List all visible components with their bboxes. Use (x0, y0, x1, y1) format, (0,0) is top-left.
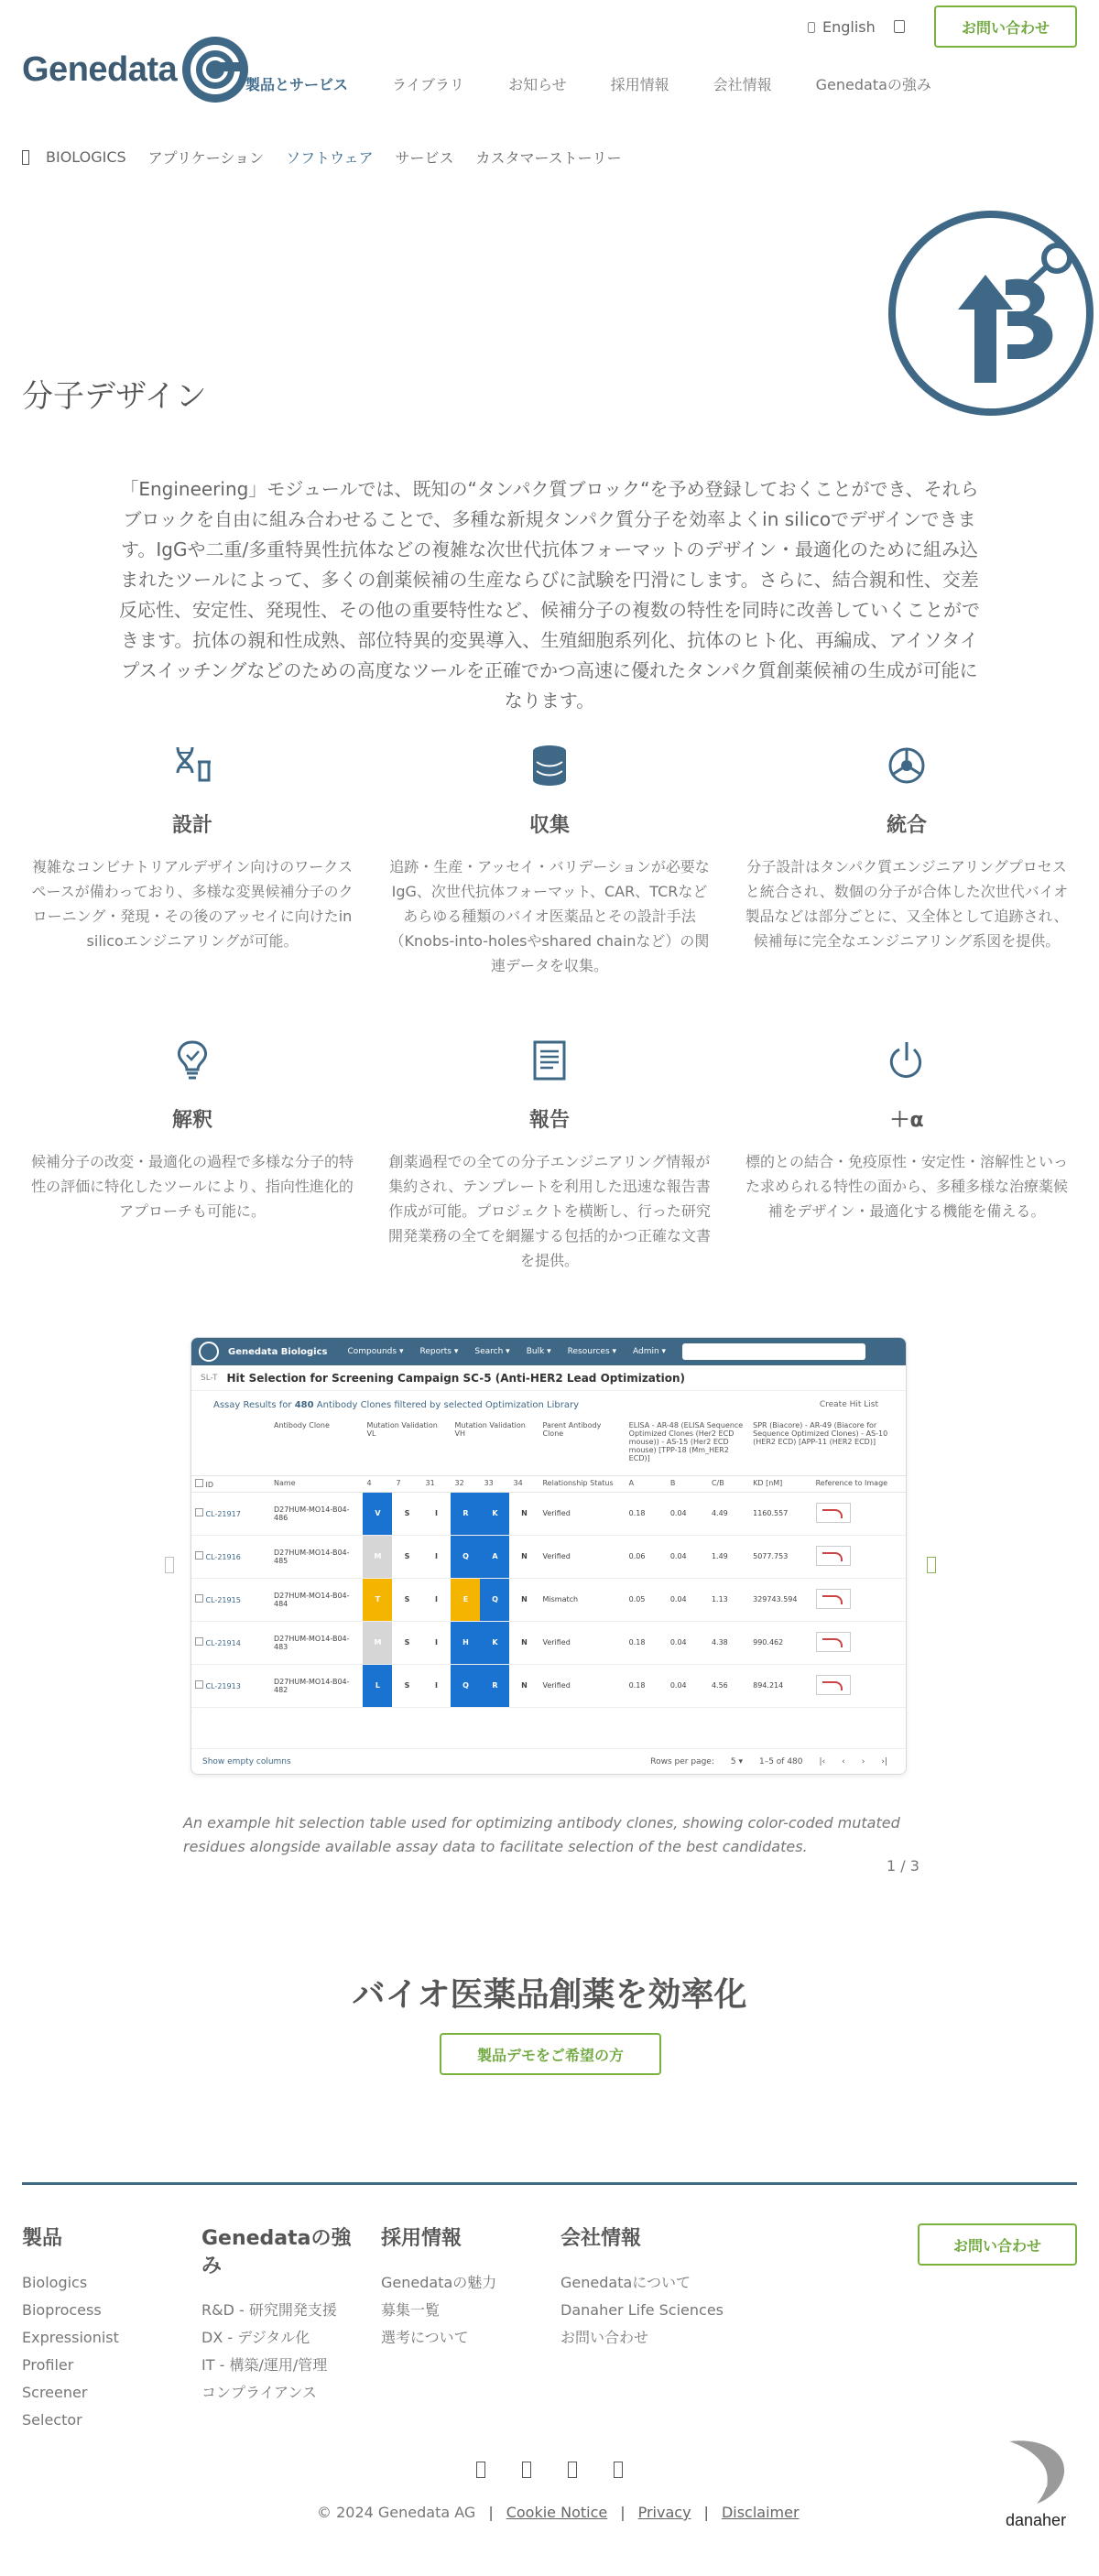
feature-title: 解釈 (171, 1109, 212, 1132)
logo-text: Genedata (22, 49, 178, 89)
clone-name-cell: D27HUM-MO14-B04-485 (270, 1535, 363, 1578)
rows-per-page-select[interactable]: 5 ▾ (730, 1756, 743, 1766)
col-vh-34[interactable]: 34 (509, 1475, 539, 1492)
youtube-icon[interactable] (568, 2462, 577, 2478)
mutation-cell: N (509, 1492, 539, 1535)
molecular-design-icon (887, 209, 1095, 418)
cta-title: バイオ医薬品創薬を効率化 (352, 1976, 747, 2014)
clone-id-cell[interactable] (191, 1492, 270, 1535)
footer-link[interactable]: Genedataについて (560, 2274, 691, 2291)
mutation-cell: M (363, 1621, 392, 1664)
feature-plus (742, 1035, 1072, 1223)
app-menu-item[interactable]: Reports ▾ (419, 1347, 459, 1356)
value-a-cell: 0.18 (626, 1621, 667, 1664)
clone-id-cell[interactable] (191, 1664, 270, 1707)
footer-link[interactable]: Bioprocess (22, 2301, 102, 2319)
app-header-bar (191, 1338, 906, 1365)
app-menu-item[interactable]: Bulk ▾ (526, 1347, 551, 1356)
col-cb[interactable]: C/B (708, 1475, 749, 1492)
table-footer (191, 1748, 906, 1774)
mutation-cell: N (509, 1621, 539, 1664)
image-ref-cell[interactable] (812, 1492, 906, 1535)
footer-link[interactable]: DX - デジタル化 (201, 2329, 310, 2346)
privacy-link[interactable]: Privacy (637, 2504, 691, 2521)
nav-strengths[interactable]: Genedataの強み (815, 76, 931, 93)
dna-icon (172, 744, 212, 788)
language-switcher[interactable] (808, 18, 876, 36)
mutation-cell: I (421, 1621, 451, 1664)
carousel-next-arrow-icon[interactable] (927, 1557, 936, 1573)
clone-id-link[interactable]: CL-21914 (205, 1639, 241, 1647)
sensorgram-thumbnail[interactable] (816, 1546, 851, 1566)
mutation-cell: Q (451, 1535, 480, 1578)
app-name: Genedata Biologics (228, 1346, 328, 1357)
clone-id-link[interactable]: CL-21917 (205, 1510, 241, 1518)
mutation-cell: N (509, 1535, 539, 1578)
kd-cell: 329743.594 (749, 1578, 811, 1621)
value-b-cell: 0.04 (667, 1621, 708, 1664)
clone-id-cell[interactable] (191, 1621, 270, 1664)
facebook-icon[interactable] (614, 2462, 623, 2478)
footer-col-products (22, 2225, 187, 2434)
demo-request-button[interactable]: 製品デモをご希望の方 (440, 2033, 661, 2075)
mutation-cell: S (392, 1664, 421, 1707)
col-group-parent: Parent Antibody Clone (539, 1418, 625, 1475)
feature-text: 候補分子の改変・最適化の過程で多様な分子的特性の評価に特化したツールにより、指向性進化的アプローチも可能に。 (30, 1153, 354, 1220)
app-page-heading: Hit Selection for Screening Campaign SC-5 (Anti-HER2 Lead Optimization) (226, 1371, 686, 1385)
value-b-cell: 0.04 (667, 1578, 708, 1621)
globe-icon (808, 22, 815, 33)
footer-link[interactable]: R&D - 研究開発支援 (201, 2301, 337, 2319)
app-menu-item[interactable]: Admin ▾ (633, 1347, 667, 1356)
copyright: © 2024 Genedata AG (317, 2504, 476, 2521)
footer-col-title: Genedataの強み (201, 2227, 352, 2277)
legal-bar (317, 2504, 800, 2521)
col-kd[interactable]: KD [nM] (749, 1475, 811, 1492)
disclaimer-link[interactable]: Disclaimer (721, 2504, 800, 2521)
col-image[interactable]: Reference to Image (812, 1475, 906, 1492)
footer-link[interactable]: IT - 構築/運用/管理 (201, 2356, 328, 2374)
screenshot-caption: An example hit selection table used for optimizing antibody clones, showing color-coded mutated residues alongside available assay data to facilitate selection of the best candidates. (183, 1814, 900, 1855)
value-cb-cell: 1.49 (708, 1535, 749, 1578)
col-vh-32[interactable]: 32 (451, 1475, 480, 1492)
language-label: English (822, 18, 876, 36)
mutation-cell: L (363, 1664, 392, 1707)
clone-id-link[interactable]: CL-21915 (205, 1596, 241, 1604)
carousel-prev-arrow-icon[interactable] (165, 1557, 174, 1573)
mutation-cell: N (509, 1578, 539, 1621)
genedata-logo[interactable] (22, 35, 250, 104)
app-menu-item[interactable]: Compounds ▾ (347, 1347, 404, 1356)
value-cb-cell: 4.49 (708, 1492, 749, 1535)
database-icon (529, 744, 570, 788)
status-cell: Mismatch (539, 1578, 625, 1621)
logo-mark-icon (180, 35, 250, 104)
twitter-icon[interactable] (522, 2462, 531, 2478)
footer-col-company (560, 2225, 725, 2352)
value-cb-cell: 4.56 (708, 1664, 749, 1707)
mutation-cell: R (480, 1664, 509, 1707)
show-empty-columns-link[interactable]: Show empty columns (202, 1756, 291, 1766)
assay-desc: Antibody Clones filtered by selected Optimization Library (316, 1399, 579, 1410)
carousel-counter: 1 / 3 (887, 1857, 919, 1875)
footer-col-careers (381, 2225, 546, 2352)
kd-cell: 990.462 (749, 1621, 811, 1664)
mutation-cell: M (363, 1535, 392, 1578)
feature-design (27, 740, 357, 953)
sensorgram-thumbnail[interactable] (816, 1632, 851, 1652)
image-ref-cell[interactable] (812, 1621, 906, 1664)
kd-cell: 5077.753 (749, 1535, 811, 1578)
mutation-cell: S (392, 1621, 421, 1664)
intro-text: 「Engineering」モジュールでは、既知の“タンパク質ブロック“を予め登録しておくことができ、それらブロックを自由に組み合わせることで、多種な新規タンパク質分子を効率よくin silicoでデザインできます。IgGや二重/多重特異性抗体などの複雑な次世代抗体フォーマットのデザイン・最適化のために組み込まれたツールによって、多くの創薬候補の生産ならびに試験を円滑にします。さらに、結合親和性、交差反応性、安定性、発現性、その他の重要特性など、候補分子の複数の特性を同時に改善していくことができます。抗体の親和性成熟、部位特異的変異導入、生殖細胞系列化、抗体のヒト化、再編成、アイソタイプスイッチングなどのための高度なツールを正確でかつ高速に優れたタンパク質創薬候補の生成が可能になります。 (119, 478, 980, 712)
col-group-vl: Mutation Validation VL (363, 1418, 451, 1475)
danaher-logo-icon[interactable] (1000, 2436, 1073, 2507)
separator: | (703, 2504, 709, 2521)
create-hit-list-button[interactable]: Create Hit List (819, 1400, 878, 1409)
sensorgram-thumbnail[interactable] (816, 1589, 851, 1609)
footer-col-strengths (201, 2225, 366, 2407)
col-name[interactable]: Name (270, 1475, 363, 1492)
assay-results-bar (191, 1391, 906, 1418)
mutation-cell: N (509, 1664, 539, 1707)
feature-integrate (742, 740, 1072, 953)
app-search-input[interactable] (682, 1343, 865, 1360)
app-menu-item[interactable]: Search ▾ (474, 1347, 510, 1356)
subnav-applications[interactable]: アプリケーション (147, 149, 265, 167)
footer-col-title: 製品 (22, 2227, 63, 2250)
row-checkbox[interactable] (195, 1680, 203, 1689)
mutation-cell: T (363, 1578, 392, 1621)
mutation-cell: S (392, 1535, 421, 1578)
footer-link[interactable]: コンプライアンス (201, 2384, 317, 2401)
integration-icon (885, 744, 929, 788)
app-menu-item[interactable]: Resources ▾ (567, 1347, 617, 1356)
mutation-cell: I (421, 1664, 451, 1707)
feature-title: 報告 (528, 1109, 570, 1132)
subnav-services[interactable]: サービス (395, 149, 454, 167)
lightbulb-icon (174, 1038, 211, 1082)
footer-link[interactable]: Expressionist (22, 2329, 119, 2346)
last-page-icon[interactable]: ›| (881, 1756, 887, 1766)
col-vl-31[interactable]: 31 (421, 1475, 451, 1492)
col-a[interactable]: A (626, 1475, 667, 1492)
danaher-wordmark: danaher (1006, 2511, 1067, 2529)
footer-link[interactable]: 募集一覧 (381, 2301, 441, 2319)
image-ref-cell[interactable] (812, 1664, 906, 1707)
subnav-biologics[interactable]: BIOLOGICS (46, 148, 126, 166)
nav-library[interactable]: ライブラリ (392, 76, 465, 93)
table-row[interactable] (191, 1578, 906, 1621)
col-status[interactable]: Relationship Status (539, 1475, 625, 1492)
status-cell: Verified (539, 1492, 625, 1535)
feature-text: 分子設計はタンパク質エンジニアリングプロセスと統合され、数個の分子が合体した次世代バイオ製品などは部分ごとに、又全体として追跡され、候補毎に完全なエンジニアリング系図を提供。 (745, 858, 1069, 950)
kd-cell: 1160.557 (749, 1492, 811, 1535)
status-cell: Verified (539, 1621, 625, 1664)
mutation-cell: S (392, 1578, 421, 1621)
main-nav (245, 73, 975, 94)
nav-company[interactable]: 会社情報 (713, 76, 772, 93)
page-range: 1–5 of 480 (758, 1756, 803, 1766)
footer-contact-button[interactable]: お問い合わせ (918, 2223, 1077, 2266)
assay-count: 480 (294, 1399, 314, 1410)
mutation-cell: R (451, 1492, 480, 1535)
footer-link[interactable]: Biologics (22, 2274, 88, 2291)
mutation-cell: A (480, 1535, 509, 1578)
sensorgram-thumbnail[interactable] (816, 1503, 851, 1523)
cookie-notice-link[interactable]: Cookie Notice (506, 2504, 608, 2521)
first-page-icon[interactable]: |‹ (819, 1756, 826, 1766)
feature-title: 設計 (171, 814, 212, 837)
mutation-cell: H (451, 1621, 480, 1664)
assay-label: Assay Results for (213, 1399, 292, 1410)
subnav-software[interactable]: ソフトウェア (286, 149, 374, 167)
kd-cell: 894.214 (749, 1664, 811, 1707)
search-icon[interactable] (894, 20, 905, 33)
footer-link[interactable]: Selector (22, 2411, 82, 2429)
value-a-cell: 0.18 (626, 1492, 667, 1535)
value-b-cell: 0.04 (667, 1535, 708, 1578)
col-vl-4[interactable]: 4 (363, 1475, 392, 1492)
table-row[interactable] (191, 1621, 906, 1664)
next-page-icon[interactable]: › (861, 1756, 865, 1766)
pagination (650, 1757, 887, 1766)
col-b[interactable]: B (667, 1475, 708, 1492)
row-checkbox[interactable] (195, 1551, 203, 1560)
status-cell: Verified (539, 1664, 625, 1707)
footer-link[interactable]: 選考について (381, 2329, 469, 2346)
feature-title: 統合 (886, 814, 927, 837)
col-vh-33[interactable]: 33 (480, 1475, 509, 1492)
mutation-cell: K (480, 1621, 509, 1664)
col-id[interactable]: ID (191, 1475, 270, 1492)
nav-products[interactable]: 製品とサービス (245, 76, 349, 93)
prev-page-icon[interactable]: ‹ (842, 1756, 845, 1766)
separator: | (620, 2504, 626, 2521)
linkedin-icon[interactable] (476, 2462, 485, 2478)
value-b-cell: 0.04 (667, 1492, 708, 1535)
report-icon (531, 1038, 568, 1082)
table-row[interactable] (191, 1492, 906, 1535)
clone-id-cell[interactable] (191, 1578, 270, 1621)
image-ref-cell[interactable] (812, 1535, 906, 1578)
contact-button[interactable]: お問い合わせ (934, 5, 1077, 48)
col-group-spr: SPR (Biacore) - AR-49 (Biacore for Sequence Optimized Clones) - AS-10 (HER2 ECD) [APP-11 (HER2 ECD)] (749, 1418, 906, 1475)
mutation-cell: S (392, 1492, 421, 1535)
footer-link[interactable]: Genedataの魅力 (381, 2274, 497, 2291)
select-all-checkbox[interactable] (195, 1479, 203, 1487)
clone-id-link[interactable]: CL-21916 (205, 1553, 241, 1561)
value-a-cell: 0.18 (626, 1664, 667, 1707)
footer-link[interactable]: Danaher Life Sciences (560, 2301, 724, 2319)
value-cb-cell: 1.13 (708, 1578, 749, 1621)
feature-text: 複雑なコンビナトリアルデザイン向けのワークスペースが備わっており、多様な変異候補分子のクローニング・発現・その後のアッセイに向けたin silicoエンジニアリングが可能。 (31, 858, 354, 950)
app-screenshot (190, 1337, 907, 1775)
feature-interpret (27, 1035, 357, 1223)
feature-report (385, 1035, 714, 1273)
footer-link[interactable]: お問い合わせ (560, 2329, 649, 2346)
clone-name-cell: D27HUM-MO14-B04-486 (270, 1492, 363, 1535)
subnav-stories[interactable]: カスタマーストーリー (475, 149, 622, 167)
col-group-clone: Antibody Clone (270, 1418, 363, 1475)
mutation-cell: E (451, 1578, 480, 1621)
clone-name-cell: D27HUM-MO14-B04-484 (270, 1578, 363, 1621)
feature-text: 標的との結合・免疫原性・安定性・溶解性といった求められる特性の面から、多種多様な治療薬候補をデザイン・最適化する機能を備える。 (745, 1153, 1068, 1220)
feature-title: 収集 (528, 814, 570, 837)
nav-news[interactable]: お知らせ (508, 76, 567, 93)
separator: | (488, 2504, 494, 2521)
page-title: 分子デザイン (22, 378, 207, 415)
value-cb-cell: 4.38 (708, 1621, 749, 1664)
mutation-cell: Q (480, 1578, 509, 1621)
mutation-cell: K (480, 1492, 509, 1535)
crumb-path[interactable]: SL-T (201, 1373, 218, 1383)
clone-id-link[interactable]: CL-21913 (205, 1682, 241, 1690)
nav-careers[interactable]: 採用情報 (610, 76, 669, 93)
clone-id-cell[interactable] (191, 1535, 270, 1578)
row-checkbox[interactable] (195, 1508, 203, 1516)
clone-name-cell: D27HUM-MO14-B04-482 (270, 1664, 363, 1707)
row-checkbox[interactable] (195, 1637, 203, 1646)
mutation-cell: I (421, 1578, 451, 1621)
status-cell: Verified (539, 1535, 625, 1578)
rows-per-page-label: Rows per page: (650, 1756, 714, 1766)
table-row[interactable] (191, 1535, 906, 1578)
row-checkbox[interactable] (195, 1594, 203, 1603)
sensorgram-thumbnail[interactable] (816, 1675, 851, 1695)
col-group-vh: Mutation Validation VH (451, 1418, 539, 1475)
value-a-cell: 0.06 (626, 1535, 667, 1578)
col-vl-7[interactable]: 7 (392, 1475, 421, 1492)
power-icon (887, 1038, 927, 1082)
feature-title: ＋α (889, 1109, 924, 1132)
footer-link[interactable]: Screener (22, 2384, 88, 2401)
image-ref-cell[interactable] (812, 1578, 906, 1621)
mutation-cell: V (363, 1492, 392, 1535)
footer-col-title: 会社情報 (560, 2227, 642, 2250)
col-group-elisa: ELISA - AR-48 (ELISA Sequence Optimized Clones (Her2 ECD mouse)) - AS-15 (Her2 ECD mouse) [TPP-18 (Mm_HER2 ECD)] (626, 1418, 749, 1475)
home-icon[interactable] (22, 150, 29, 165)
app-logo-icon (199, 1342, 219, 1362)
mutation-cell: I (421, 1492, 451, 1535)
feature-text: 創薬過程での全ての分子エンジニアリング情報が集約され、テンプレートを利用した迅速な報告書作成が可能。プロジェクトを横断し、行った研究開発業務の全てを網羅する包括的かつ正確な文書を提供。 (387, 1153, 711, 1269)
hit-selection-table (191, 1418, 906, 1708)
footer-link[interactable]: Profiler (22, 2356, 74, 2374)
value-b-cell: 0.04 (667, 1664, 708, 1707)
feature-text: 追跡・生産・アッセイ・バリデーションが必要なIgG、次世代抗体フォーマット、CAR、TCRなどあらゆる種類のバイオ医薬品とその設計手法（Knobs-into-holesやshared chainなど）の関連データを収集。 (389, 858, 710, 974)
clone-name-cell: D27HUM-MO14-B04-483 (270, 1621, 363, 1664)
app-breadcrumb (191, 1365, 906, 1391)
mutation-cell: Q (451, 1664, 480, 1707)
breadcrumb (22, 147, 644, 168)
footer-col-title: 採用情報 (381, 2227, 462, 2250)
footer-divider (22, 2182, 1077, 2185)
mutation-cell: I (421, 1535, 451, 1578)
table-row[interactable] (191, 1664, 906, 1707)
feature-collect (385, 740, 714, 978)
value-a-cell: 0.05 (626, 1578, 667, 1621)
